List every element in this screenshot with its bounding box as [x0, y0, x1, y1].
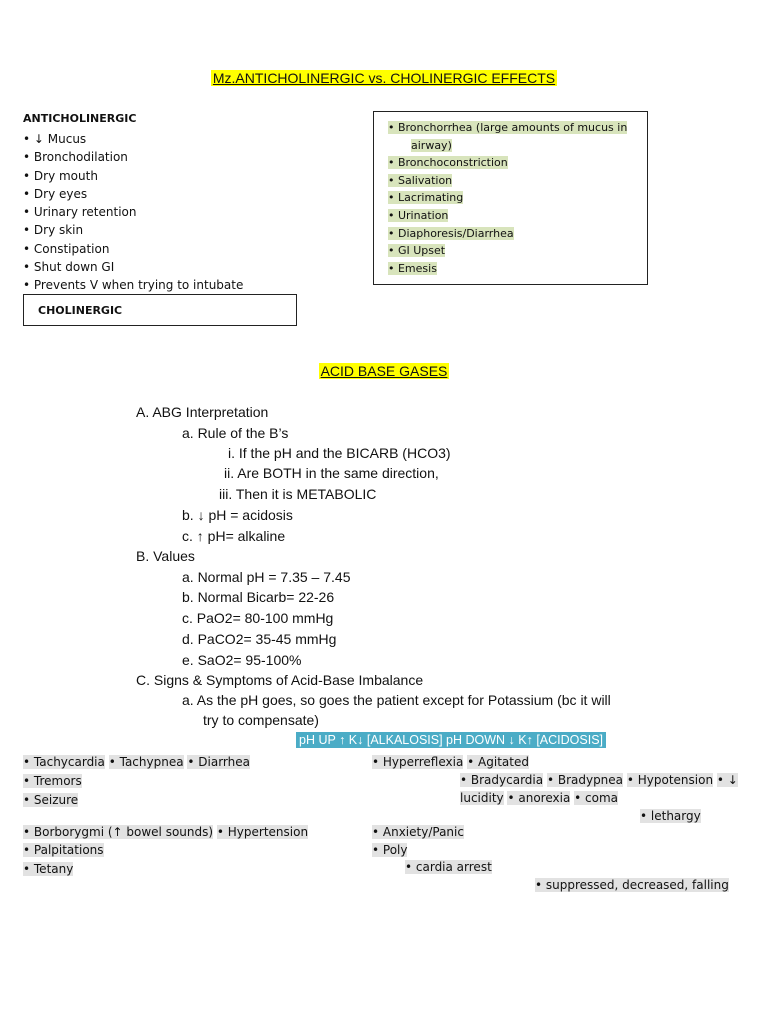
symptom-row: • suppressed, decreased, falling	[535, 878, 729, 892]
list-item: • Dry eyes	[23, 186, 88, 201]
outline-item: C. Signs & Symptoms of Acid-Base Imbalance	[136, 672, 424, 688]
symptom-row: • Tetany	[23, 862, 74, 876]
list-item: • Constipation	[23, 241, 110, 256]
anticholinergic-heading: ANTICHOLINERGIC	[23, 112, 137, 125]
list-item: • Urination	[388, 208, 449, 222]
list-item: • Bronchoconstriction	[388, 156, 508, 170]
list-item: • Salivation	[388, 173, 453, 187]
outline-item: try to compensate)	[203, 712, 319, 728]
outline-item: a. Normal pH = 7.35 – 7.45	[182, 569, 351, 585]
symptom-row: • Seizure	[23, 793, 79, 807]
outline-item: ii. Are BOTH in the same direction,	[224, 465, 439, 481]
list-item: • Diaphoresis/Diarrhea	[388, 226, 514, 240]
cholinergic-list	[388, 119, 627, 277]
outline-item: B. Values	[136, 548, 195, 564]
list-item: • Dry mouth	[23, 168, 98, 183]
symptom-row: • lethargy	[640, 809, 701, 823]
symptom-row: • Tachycardia • Tachypnea • Diarrhea	[23, 755, 250, 769]
anticholinergic-list	[23, 130, 243, 295]
outline-item: A. ABG Interpretation	[136, 404, 269, 420]
outline-item: iii. Then it is METABOLIC	[219, 486, 377, 502]
outline-item: d. PaCO2= 35-45 mmHg	[182, 631, 337, 647]
list-item: • Shut down GI	[23, 260, 115, 275]
outline-item: i. If the pH and the BICARB (HCO3)	[228, 445, 451, 461]
outline-item: e. SaO2= 95-100%	[182, 652, 302, 668]
list-item: • Lacrimating	[388, 191, 464, 205]
outline-item: a. As the pH goes, so goes the patient except for Potassium (bc it will	[182, 692, 611, 708]
symptom-row: • Anxiety/Panic	[372, 825, 464, 839]
section-title: ACID BASE GASES	[320, 363, 448, 379]
symptom-row: • Bradycardia • Bradypnea • Hypotension • ↓	[460, 773, 738, 787]
outline-item: a. Rule of the B’s	[182, 425, 289, 441]
list-item: • Urinary retention	[23, 205, 137, 220]
symptom-row: • Hyperreflexia • Agitated	[372, 755, 529, 769]
list-item: • GI Upset	[388, 244, 446, 258]
cholinergic-list-box	[373, 111, 648, 285]
outline-item: c. PaO2= 80-100 mmHg	[182, 610, 334, 626]
symptom-row: • Palpitations	[23, 843, 104, 857]
page-title: Mz.ANTICHOLINERGIC vs. CHOLINERGIC EFFECTS	[212, 70, 556, 86]
ph-potassium-banner: pH UP ↑ K↓ [ALKALOSIS] pH DOWN ↓ K↑ [ACIDOSIS]	[296, 732, 606, 748]
cholinergic-box	[23, 294, 297, 326]
list-item: • Prevents V when trying to intubate	[23, 278, 244, 293]
symptom-row: • cardia arrest	[405, 860, 492, 874]
list-item: • Dry skin	[23, 223, 84, 238]
outline-item: b. ↓ pH = acidosis	[182, 507, 293, 523]
cholinergic-heading: CHOLINERGIC	[38, 304, 123, 317]
symptom-row: • Borborygmi (↑ bowel sounds) • Hypertension	[23, 825, 309, 839]
outline-item: c. ↑ pH= alkaline	[182, 528, 286, 544]
list-item: • Bronchodilation	[23, 150, 128, 165]
outline-item: b. Normal Bicarb= 22-26	[182, 589, 335, 605]
symptom-row: lucidity • anorexia • coma	[460, 791, 618, 805]
list-item: airway)	[411, 138, 452, 152]
list-item: • Bronchorrhea (large amounts of mucus in	[388, 121, 628, 134]
symptom-row: • Tremors	[23, 774, 82, 788]
list-item: • Emesis	[388, 261, 437, 275]
list-item: • ↓ Mucus	[23, 132, 87, 146]
symptom-row: • Poly	[372, 843, 408, 857]
